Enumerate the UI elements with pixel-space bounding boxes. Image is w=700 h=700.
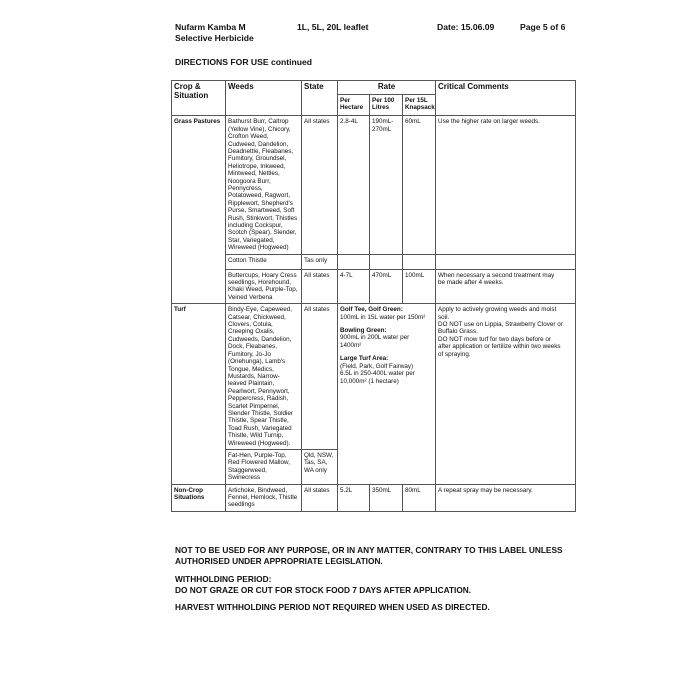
table-header-row — [172, 81, 576, 95]
rate-100l-cell: 350mL — [370, 484, 403, 511]
table-row — [172, 269, 576, 304]
table-row — [172, 484, 576, 511]
rate-hectare-cell: 4-7L — [338, 269, 370, 304]
directions-table — [171, 80, 576, 512]
weeds-cell: Fat-Hen, Purple-Top, Red Flowered Mallow, Staggerweed, Swinecress — [226, 449, 302, 484]
rate-knapsack-cell: 60mL — [403, 116, 436, 254]
page-number: Page 5 of 6 — [520, 22, 566, 32]
table-row — [172, 116, 576, 254]
product-name: Nufarm Kamba M — [175, 22, 246, 32]
header-state: State — [302, 81, 338, 116]
golf-rate-text: 100mL in 15L water per 150m² — [340, 313, 426, 321]
comments-cell: Use the higher rate on larger weeds. — [436, 116, 576, 254]
comments-cell: Apply to actively growing weeds and moist soil. DO NOT use on Lippia, Strawberry Clover or Buffalo Grass. DO NOT mow turf for two days before or after application or fertilize within two weeks of spraying. — [436, 304, 576, 484]
pack-sizes: 1L, 5L, 20L leaflet — [297, 22, 369, 32]
weeds-cell: Cotton Thistle — [226, 254, 302, 269]
golf-rate-title: Golf Tee, Golf Green: — [340, 306, 403, 314]
weeds-cell: Artichoke, Bindweed, Fennel, Hemlock, Thistle seedlings — [226, 484, 302, 511]
header-per-15l-knapsack: Per 15L Knapsack — [403, 94, 436, 116]
state-cell: All states — [302, 269, 338, 304]
weeds-cell: Buttercups, Hoary Cress seedlings, Horehound, Khaki Weed, Purple-Top, Veined Verbena — [226, 269, 302, 304]
weeds-cell: Bathurst Burr, Caltrop (Yellow Vine), Chicory, Crofton Weed, Cudweed, Dandelion, Deadnettle, Fleabanes, Fumitory, Groundsel, Heliotrope, Inkweed, Mintweed, Nettles, Noogoora Burr, Pennycress, Potatoweed, Ragwort, Ripplewort, Shepherd's Purse, Smartweed, Soft Rush, Stinkwort, Thistles including Cockspur, Scotch (Spear), Slender, Star, Variegated, Wireweed (Hogweed) — [226, 116, 302, 254]
state-cell: Qld, NSW, Tas, SA, WA only — [302, 449, 338, 484]
comments-cell: A repeat spray may be necessary. — [436, 484, 576, 511]
state-cell: All states — [302, 116, 338, 254]
rate-knapsack-cell: 100mL — [403, 269, 436, 304]
withholding-period: WITHHOLDING PERIOD: DO NOT GRAZE OR CUT FOR STOCK FOOD 7 DAYS AFTER APPLICATION. — [175, 574, 472, 595]
crop-non-crop: Non-Crop Situations — [172, 484, 226, 511]
section-title: DIRECTIONS FOR USE continued — [175, 57, 313, 67]
turf-rate-cell — [338, 304, 436, 484]
weeds-cell: Bindy-Eye, Capeweed, Catsear, Chickweed, Clovers, Cotula, Creeping Oxalis, Cudweeds, Dandelion, Dock, Fleabanes, Fumitory, Jo-Jo (Onehunga), Lamb's Tongue, Medics, Mustards, Narrow- leaved Plaintain, Pearlwort, Pennywort, Peppercress, Radish, Scarlet Pimpernel, Slender Thistle, Soldier Thistle, Spear Thistle, Toad Rush, Variegated Thistle, Wild Turnip, Wireweed (Hogweed). — [226, 304, 302, 450]
rate-knapsack-cell — [403, 254, 436, 269]
bowling-rate-title: Bowling Green: — [340, 327, 387, 335]
comments-cell: When necessary a second treatment may be made after 4 weeks. — [436, 269, 576, 304]
bowling-rate-text: 900mL in 200L water per 1400m² — [340, 334, 410, 349]
header-per-100-litres: Per 100 Litres — [370, 94, 403, 116]
crop-grass-pastures: Grass Pastures — [172, 116, 226, 304]
state-cell: All states — [302, 304, 338, 450]
rate-hectare-cell: 5.2L — [338, 484, 370, 511]
rate-100l-cell — [370, 254, 403, 269]
header-comments: Critical Comments — [436, 81, 576, 116]
comments-cell — [436, 254, 576, 269]
header-crop: Crop & Situation — [172, 81, 226, 116]
rate-hectare-cell — [338, 254, 370, 269]
rate-hectare-cell: 2.8-4L — [338, 116, 370, 254]
rate-100l-cell: 190mL- 270mL — [370, 116, 403, 254]
product-subtitle: Selective Herbicide — [175, 33, 254, 43]
table-row — [172, 304, 576, 450]
rate-knapsack-cell: 80mL — [403, 484, 436, 511]
header-weeds: Weeds — [226, 81, 302, 116]
state-cell: All states — [302, 484, 338, 511]
issue-date: Date: 15.06.09 — [437, 22, 495, 32]
rate-100l-cell: 470mL — [370, 269, 403, 304]
crop-turf: Turf — [172, 304, 226, 484]
header-per-hectare: Per Hectare — [338, 94, 370, 116]
header-rate: Rate — [338, 81, 436, 95]
large-turf-rate-title: Large Turf Area: — [340, 355, 389, 363]
table-row — [172, 254, 576, 269]
legislation-notice: NOT TO BE USED FOR ANY PURPOSE, OR IN ANY MATTER, CONTRARY TO THIS LABEL UNLESS AUTHORISED UNDER APPROPRIATE LEGISLATION. — [175, 545, 563, 566]
state-cell: Tas only — [302, 254, 338, 269]
large-turf-rate-text: (Field, Park, Golf Fairway) 6.5L in 250-400L water per 10,000m² (1 hectare) — [340, 362, 415, 385]
harvest-withholding: HARVEST WITHHOLDING PERIOD NOT REQUIRED WHEN USED AS DIRECTED. — [175, 602, 490, 612]
